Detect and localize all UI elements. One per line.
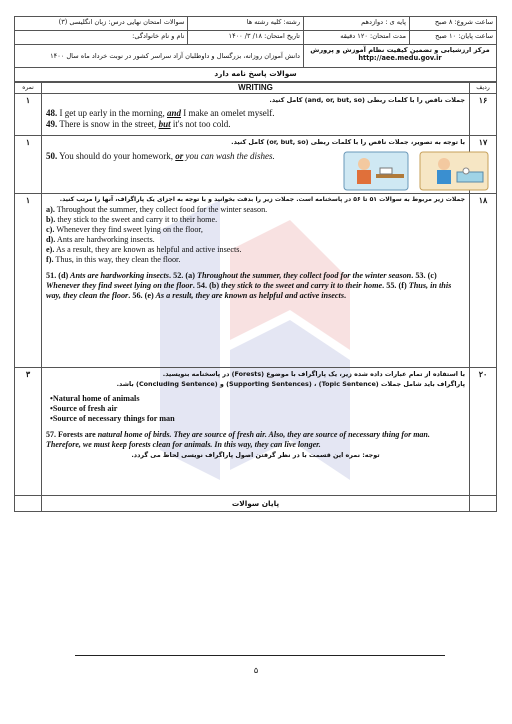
center-url: http://aee.medu.gov.ir [358,54,442,62]
students-info: دانش آموزان روزانه، بزرگسال و داوطلبان آزاد سراسر کشور در نوبت خرداد ماه سال ۱۴۰۰ [15,45,304,68]
answer-57: 57. Forests are natural home of birds. They are source of fresh air. Also, they are source of necessary thing for man. Therefore, we must keep forests clean for animals. In this way, they can live longer. [46,430,430,449]
field: رشته: کلیه رشته ها [188,17,304,31]
q18-answer-text: Whenever they find sweet lying on the floor [46,281,193,290]
q18-answer-number: . 55. (f) [382,281,407,290]
q18-answer-text: they stick to the sweet and carry it to their home [219,281,383,290]
bullet-item: • Source of fresh air [50,404,465,414]
question-18 [15,194,497,368]
q18-answer-number: . 56. (e) [128,291,154,300]
end-of-questions: پایان سوالات [42,496,470,512]
exam-page [14,16,497,512]
q18-answer-number: . 53. (c) [411,271,437,280]
footer-divider [75,655,445,656]
q18-answer-text: Throughout the summer, they collect food for the winter season [194,271,412,280]
q20-note: توجه: نمره این قسمت با در نظر گرفتن اصول پاراگراف نویسی لحاظ می گردد. [131,451,380,459]
answer-48: 48. I get up early in the morning, and I make an omelet myself. [46,108,275,118]
questions-table [14,82,497,512]
bullet-item: • Source of necessary things for man [50,414,465,424]
q16-score: ۱ [15,94,42,136]
q18-sentence: b). they stick to the sweet and carry it to their home. [46,215,218,224]
q18-number: ۱۸ [470,194,497,368]
answer-50: 50. You should do your homework, or you can wash the dishes. [46,151,275,161]
start-time: ساعت شروع: ۸ صبح [409,17,496,31]
q16-number: ۱۶ [470,94,497,136]
q20-bullets [50,394,465,424]
row-col-header: ردیف [470,83,497,94]
q18-sentence: a). Throughout the summer, they collect food for the winter season. [46,205,268,214]
exam-header [14,16,497,82]
question-16 [15,94,497,136]
bullet-item: • Natural home of animals [50,394,465,404]
score-col-header: نمره [15,83,42,94]
exam-date: تاریخ امتحان: ۱۸/ ۳/ ۱۴۰۰ [188,31,304,45]
q18-sentences [46,205,465,265]
q18-answers: 51. (d) Ants are hardworking insects. 52. (a) Throughout the summer, they collect food for the winter season. 53. (c) Whenever they find sweet lying on the floor. 54. (b) they stick to the sweet and carry it to their home. 55. (f) Thus, in this way, they clean the floor. 56. (e) As a result, they are known as helpful and active insects. [46,271,452,300]
q18-answer-text: Thus, in this way, they clean the floor [46,281,452,300]
course-title: سوالات امتحان نهایی درس: زبان انگلیسی (۳) [15,17,188,31]
q18-answer-number: 51. (d) [46,271,69,280]
q18-answer-text: As a result, they are known as helpful and active insects [153,291,345,300]
q18-sentence: f). Thus, in this way, they clean the floor. [46,255,181,264]
section-title: WRITING [42,83,470,94]
q16-instruction: جملات ناقص را با کلمات ربطی (and, or, but, so) کامل کنید. [269,96,465,104]
q18-sentence: e). As a result, they are known as helpful and active insects. [46,245,242,254]
q20-score: ۳ [15,368,42,496]
end-time: ساعت پایان: ۱۰ صبح [409,31,496,45]
q18-answer-number: . 52. (a) [169,271,195,280]
grade: پایه ی : دوازدهم [304,17,410,31]
q17-instruction: با توجه به تصویر، جملات ناقص را با کلمات ربطی (or, but, so) کامل کنید. [231,138,465,146]
page-number: ۵ [253,666,259,675]
question-20 [15,368,497,496]
answer-49: 49. There is snow in the street, but it's not too cold. [46,119,231,129]
student-name: نام و نام خانوادگی: [15,31,188,45]
q18-instruction: جملات زیر مربوط به سوالات ۵۱ تا ۵۶ در پاسخنامه است. جملات زیر را بدقت بخوانید و با توجه به اجزای یک پاراگراف، آنها را مرتب کنید. [59,196,465,203]
q18-answer-number: . 54. (b) [192,281,220,290]
q20-number: ۲۰ [470,368,497,496]
q18-sentence: c). Whenever they find sweet lying on the floor, [46,225,203,234]
exam-duration: مدت امتحان: ۱۲۰ دقیقه [304,31,410,45]
q20-instruction-1: با استفاده از تمام عبارات داده شده زیر، یک پاراگراف با موضوع (Forests) در پاسخنامه بنویسید. [162,370,465,378]
question-17 [15,136,497,194]
center-info [304,45,497,68]
answer-key-note: سوالات پاسخ نامه دارد [15,68,497,82]
q18-answer-text: Ants are hardworking insects [68,271,169,280]
q20-instruction-2: پاراگراف باید شامل جملات (Topic Sentence) ، (Supporting Sentences) و (Concluding Sentence) باشد. [116,380,465,388]
q18-sentence: d). Ants are hardworking insects. [46,235,155,244]
q18-score: ۱ [15,194,42,368]
homework-dishes-illustration [342,150,492,192]
center-name: مرکز ارزشیابی و تضمین کیفیت نظام آموزش و پرورش [310,46,490,54]
q17-score: ۱ [15,136,42,194]
q17-number: ۱۷ [470,136,497,194]
